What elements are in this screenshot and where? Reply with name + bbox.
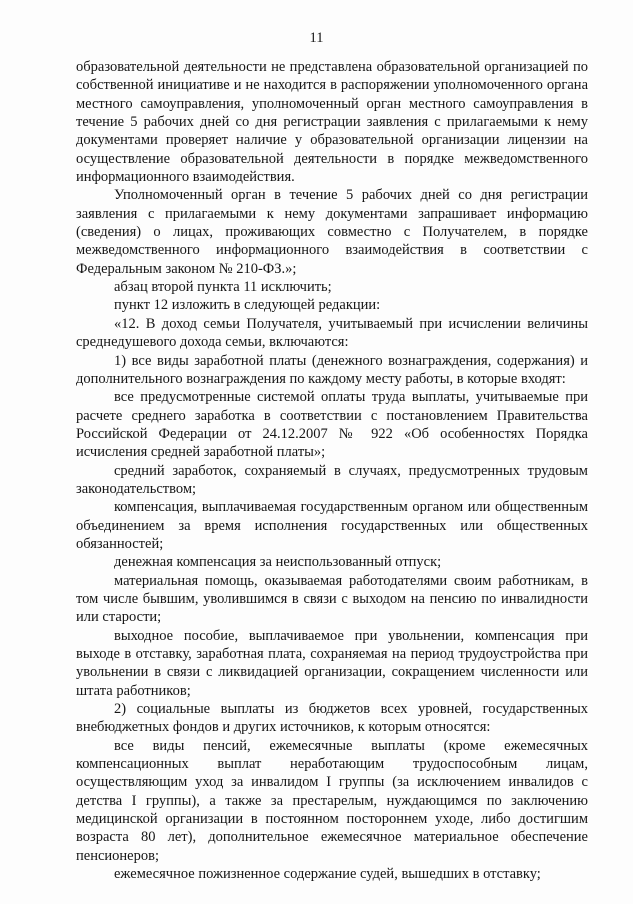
- paragraph-11: материальная помощь, оказываемая работодателями своим работникам, в том числе бывшим, уволившимся в связи с выходом на пенсию по инвалидности или старости;: [76, 572, 588, 626]
- paragraph-5: «12. В доход семьи Получателя, учитываемый при исчислении величины среднедушевого дохода семьи, включаются:: [76, 315, 588, 351]
- document-body: [76, 58, 588, 883]
- paragraph-12: выходное пособие, выплачиваемое при увольнении, компенсация при выходе в отставку, заработная плата, сохраняемая на период трудоустройства при увольнении в связи с ликвидацией организации, сокращением численности или штата работников;: [76, 627, 588, 699]
- paragraph-9: компенсация, выплачиваемая государственным органом или общественным объединением за время исполнения государственных или общественных обязанностей;: [76, 499, 588, 552]
- paragraph-15: ежемесячное пожизненное содержание судей, вышедших в отставку;: [114, 866, 541, 883]
- paragraph-13: 2) социальные выплаты из бюджетов всех уровней, государственных внебюджетных фондов и других источников, к которым относятся:: [76, 701, 588, 736]
- paragraph-8: средний заработок, сохраняемый в случаях, предусмотренных трудовым законодательством;: [76, 462, 588, 497]
- paragraph-1: образовательной деятельности не представлена образовательной организацией по собственной инициативе и не находится в распоряжении уполномоченного органа местного самоуправления, уполномоченный орган местного самоуправления в течение 5 рабочих дней со дня регистрации заявления с прилагаемыми к нему документами проверяет наличие у образовательной организации лицензии на осуществление образовательной деятельности в порядке межведомственного информационного взаимодействия.: [76, 59, 588, 186]
- paragraph-2: Уполномоченный орган в течение 5 рабочих дней со дня регистрации заявления с прилагаемыми к нему документами запрашивает информацию (сведения) о лицах, проживающих совместно с Получателем, в порядке межведомственного информационного взаимодействия в соответствии с Федеральным законом № 210-ФЗ.»;: [76, 187, 588, 277]
- paragraph-3: абзац второй пункта 11 исключить;: [114, 279, 332, 296]
- paragraph-6: 1) все виды заработной платы (денежного вознаграждения, содержания) и дополнительного вознаграждения по каждому месту работы, в которые входят:: [76, 352, 588, 387]
- paragraph-7: все предусмотренные системой оплаты труда выплаты, учитываемые при расчете среднего заработка в соответствии с постановлением Правительства Российской Федерации от 24.12.2007 № 922 «Об особенностях Порядка исчисления средней заработной платы»;: [76, 389, 588, 461]
- paragraph-4: пункт 12 изложить в следующей редакции:: [114, 297, 381, 314]
- paragraph-14: все виды пенсий, ежемесячные выплаты (кроме ежемесячных компенсационных выплат неработающим трудоспособным лицам, осуществляющим уход за инвалидом I группы (за исключением инвалидов с детства I группы), а также за престарелым, нуждающимся по заключению медицинской организации в постоянном постороннем уходе, либо достигшим возраста 80 лет), дополнительное ежемесячное материальное обеспечение пенсионеров;: [76, 737, 588, 864]
- page-number: 11: [309, 30, 324, 46]
- paragraph-10: денежная компенсация за неиспользованный отпуск;: [114, 554, 442, 571]
